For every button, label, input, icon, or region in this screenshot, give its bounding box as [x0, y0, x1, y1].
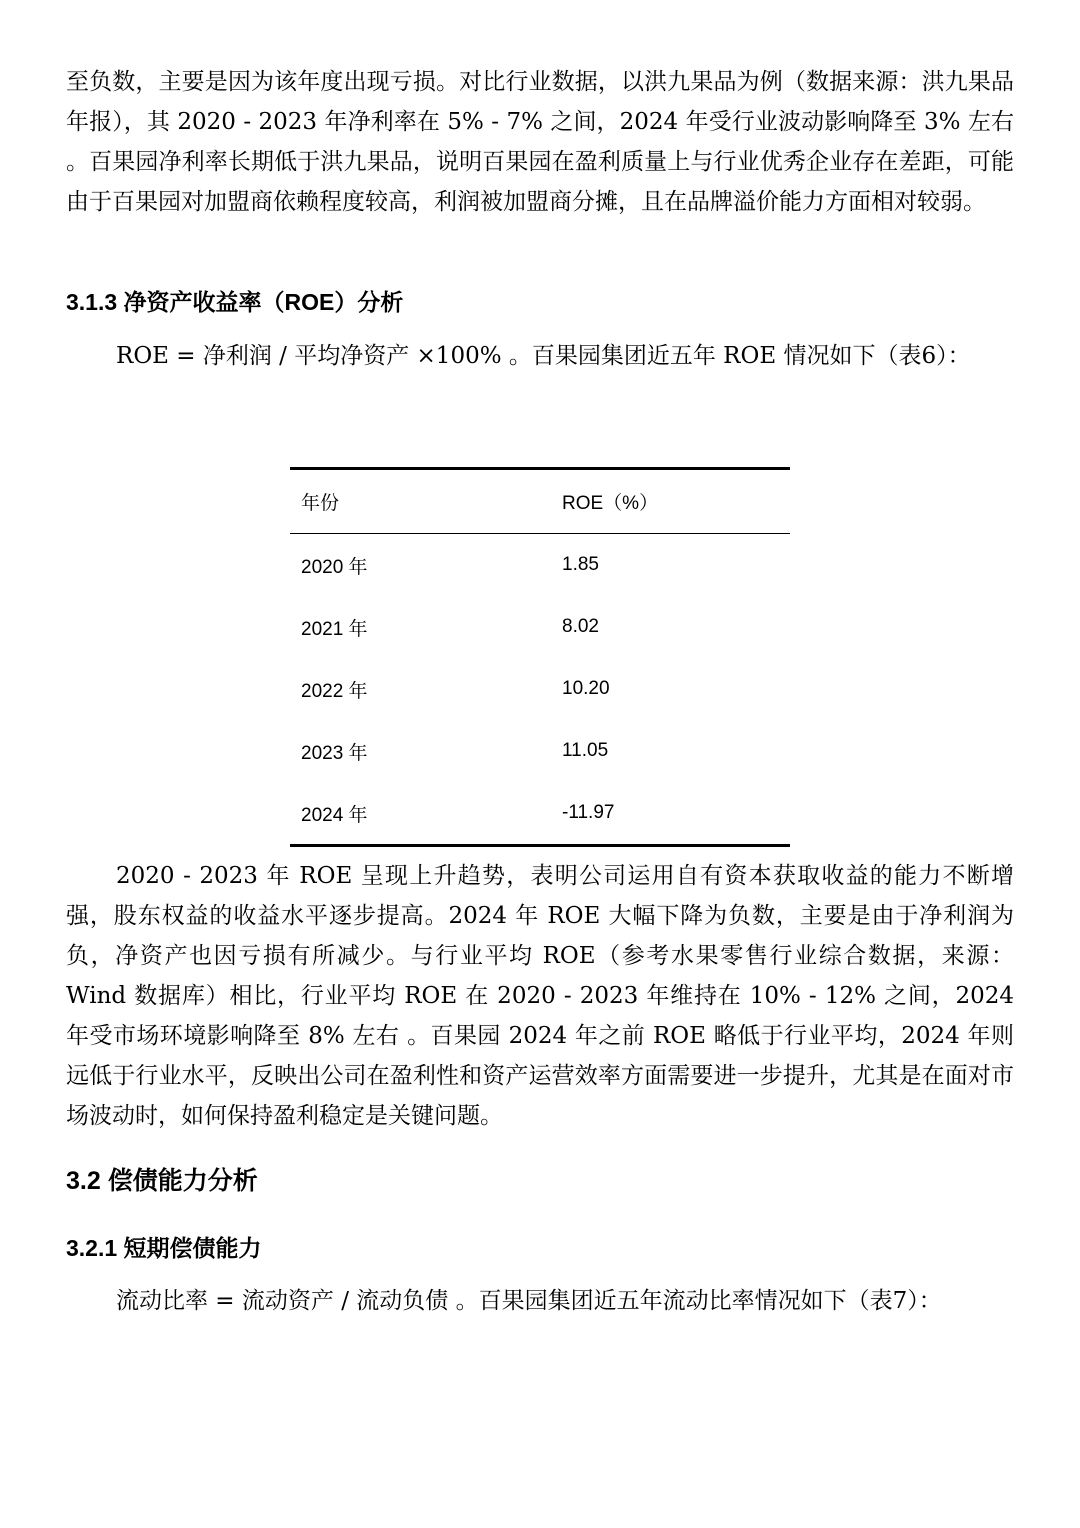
cell-year: 2023 年 [301, 742, 368, 764]
cell-roe-value: 8.02 [562, 616, 599, 637]
table-row [290, 658, 790, 720]
roe-table [290, 467, 790, 847]
cell-roe-value: -11.97 [562, 802, 615, 823]
column-header-roe: ROE（%） [562, 493, 659, 514]
paragraph-roe-analysis: 2020 - 2023 年 ROE 呈现上升趋势，表明公司运用自有资本获取收益的能力不断增强，股东权益的收益水平逐步提高。2024 年 ROE 大幅下降为负数，主要是由于净利润为负，净资产也因亏损有所减少。与行业平均 ROE（参考水果零售行业综合数据，来源：Wind 数据库）相比，行业平均 ROE 在 2020 - 2023 年维持在 10% - 12% 之间，2024 年受市场环境影响降至 8% 左右 。百果园 2024 年之前 ROE 略低于行业平均，2024 年则远低于行业水平，反映出公司在盈利性和资产运营效率方面需要进一步提升，尤其是在面对市场波动时，如何保持盈利稳定是关键问题。 [66, 863, 1014, 1129]
table-row [290, 534, 790, 597]
cell-year: 2024 年 [301, 804, 368, 826]
cell-year: 2022 年 [301, 680, 368, 702]
section-heading-3-1-3-roe: 3.1.3 净资产收益率（ROE）分析 [66, 289, 404, 315]
cell-year: 2021 年 [301, 618, 368, 640]
table-row [290, 782, 790, 846]
cell-roe-value: 11.05 [562, 740, 609, 761]
paragraph-current-ratio-formula: 流动比率 = 流动资产 / 流动负债 。百果园集团近五年流动比率情况如下（表7）： [116, 1288, 942, 1314]
section-heading-3-2-solvency: 3.2 偿债能力分析 [66, 1167, 258, 1195]
paragraph-net-margin-comparison: 至负数，主要是因为该年度出现亏损。对比行业数据，以洪九果品为例（数据来源：洪九果品年报），其 2020 - 2023 年净利率在 5% - 7% 之间，2024 年受行业波动影响降至 3% 左右 。百果园净利率长期低于洪九果品，说明百果园在盈利质量上与行业优秀企业存在差距，可能由于百果园对加盟商依赖程度较高，利润被加盟商分摊，且在品牌溢价能力方面相对较弱。 [66, 69, 1014, 215]
table-row [290, 720, 790, 782]
table-header-row [290, 469, 790, 534]
table-row [290, 596, 790, 658]
paragraph-roe-formula: ROE = 净利润 / 平均净资产 ×100% 。百果园集团近五年 ROE 情况如下（表6）： [116, 343, 971, 369]
cell-year: 2020 年 [301, 556, 368, 578]
cell-roe-value: 1.85 [562, 554, 599, 575]
roe-table-container [290, 467, 790, 847]
cell-roe-value: 10.20 [562, 678, 610, 699]
section-heading-3-2-1-short-term: 3.2.1 短期偿债能力 [66, 1235, 262, 1261]
column-header-year: 年份 [301, 493, 340, 514]
